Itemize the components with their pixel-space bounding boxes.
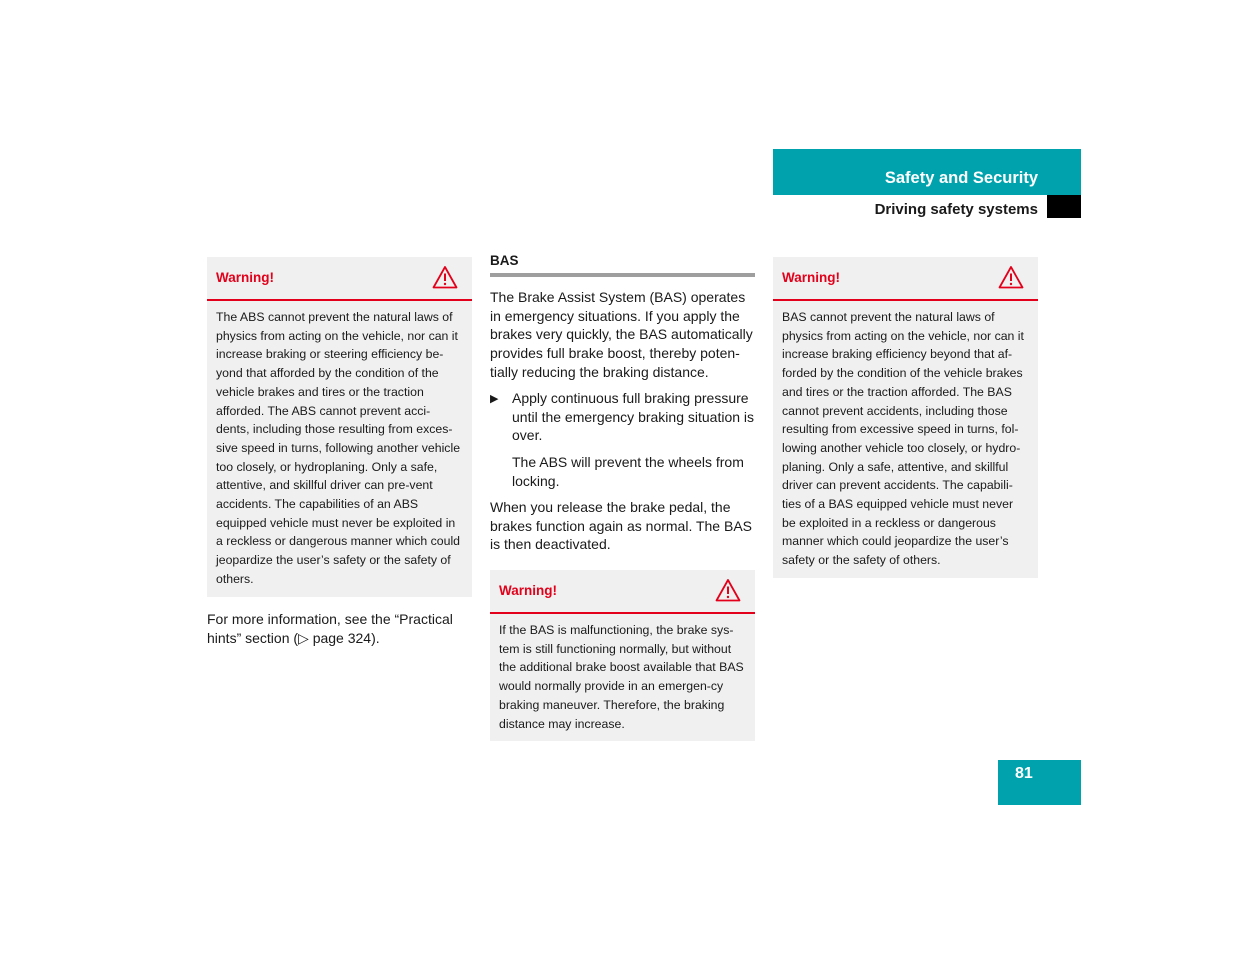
bas-warning-box <box>773 257 1038 578</box>
warning-text: If the BAS is malfunctioning, the brake sys-tem is still functioning normally, but without the additional brake boost available that BAS would normally provide in an emergen-cy braking maneuver. Therefore, the braking distance may increase. <box>499 623 744 731</box>
warning-label: Warning! <box>499 583 557 598</box>
bullet-arrow-icon: ▶ <box>490 393 499 405</box>
section-title: Safety and Security <box>884 169 1038 187</box>
warning-triangle-icon <box>998 265 1024 289</box>
warning-label: Warning! <box>782 270 840 285</box>
bas-intro-text: The Brake Assist System (BAS) operates in emergency situations. If you apply the brakes very quickly, the BAS automatically provides full brake boost, thereby poten-tially reducing the braking distance. <box>490 289 753 380</box>
bas-malfunction-warning-box <box>490 570 755 741</box>
warning-header <box>773 257 1038 301</box>
more-info-text: For more information, see the “Practical hints” section (▷ page 324). <box>207 611 453 646</box>
subsection-title: Driving safety systems <box>874 201 1038 218</box>
bas-heading: BAS <box>490 253 755 277</box>
warning-triangle-icon <box>432 265 458 289</box>
warning-label: Warning! <box>216 270 274 285</box>
page-number-box <box>998 760 1081 805</box>
section-tab-marker <box>1047 195 1081 218</box>
warning-text: The ABS cannot prevent the natural laws of physics from acting on the vehicle, nor can it increase braking or steering efficiency be-yond that afforded by the condition of the vehicle brakes and tires or the traction afforded. The ABS cannot prevent acci-dents, including those resulting from exces-sive speed in turns, following another vehicle too closely, or hydroplaning. Only a safe, attentive, and skillful driver can pre-vent accidents. The capabilities of an ABS equipped vehicle must never be exploited in a reckless or dangerous manner which could jeopardize the user’s safety or the safety of others. <box>216 310 461 586</box>
instruction-text: Apply continuous full braking pressure until the emergency braking situation is over. <box>512 390 755 444</box>
warning-triangle-icon <box>715 578 741 602</box>
page-number: 81 <box>1015 765 1033 782</box>
bas-instruction-item <box>0 389 760 449</box>
instruction-note: The ABS will prevent the wheels from locking. <box>512 454 744 489</box>
warning-text: BAS cannot prevent the natural laws of physics from acting on the vehicle, nor can it increase braking efficiency beyond that af-forded by the condition of the vehicle brakes and tires or the traction afforded. The BAS cannot prevent accidents, including those resulting from excessive speed in turns, fol-lowing another vehicle too closely, or hydro-planing. Only a safe, attentive, and skillful driver can prevent accidents. The capabili-ties of a BAS equipped vehicle must never be exploited in a reckless or dangerous manner which could jeopardize the user’s safety or the safety of others. <box>782 310 1024 568</box>
warning-header <box>490 570 755 614</box>
warning-header <box>207 257 472 301</box>
section-header-band <box>773 149 1081 195</box>
brake-release-text: When you release the brake pedal, the brakes function again as normal. The BAS is then deactivated. <box>490 499 753 553</box>
